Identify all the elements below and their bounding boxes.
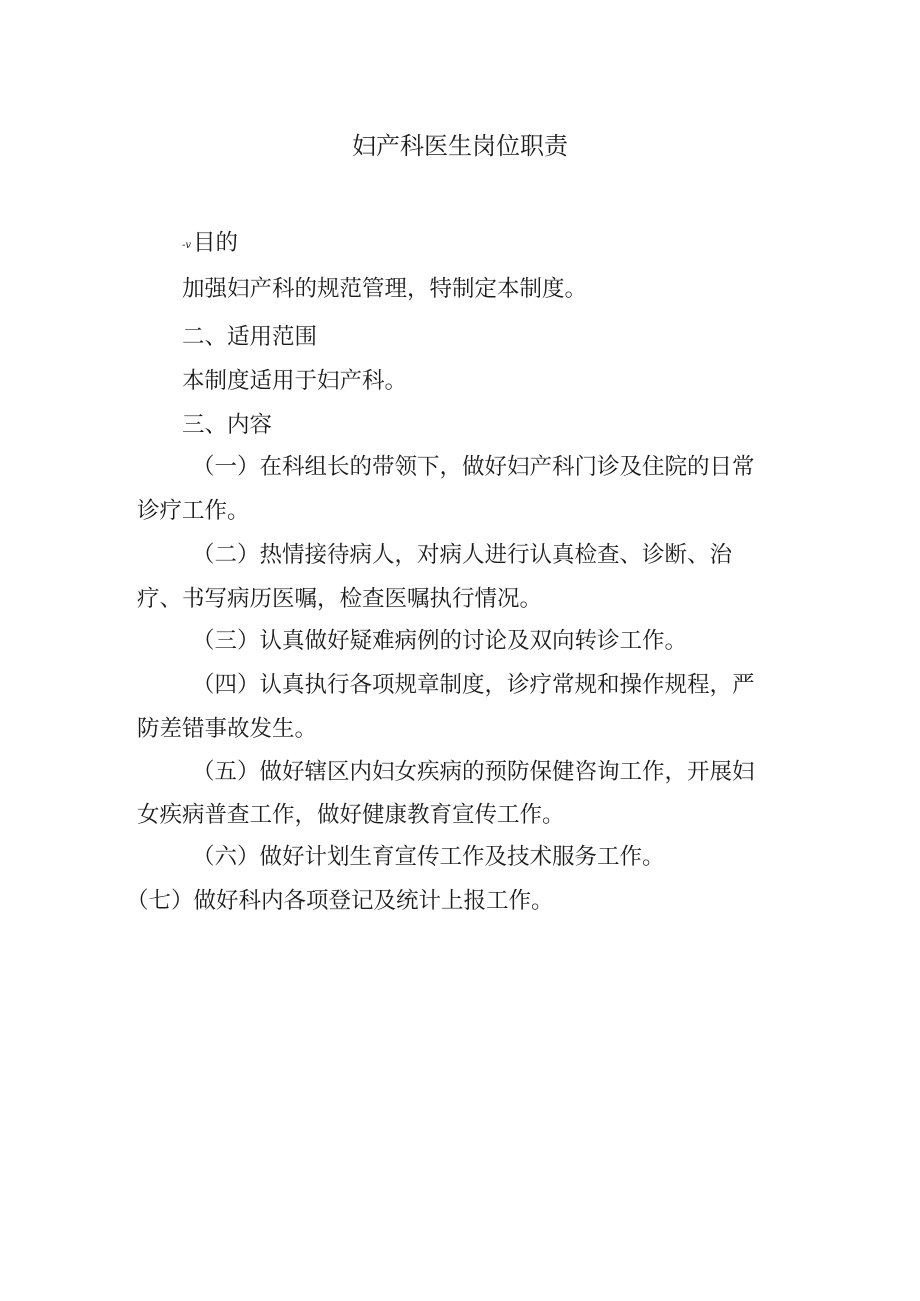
section-3-heading: 三、内容 (182, 412, 273, 438)
content-item-6-line-1: （六）做好计划生育宣传工作及技术服务工作。 (192, 844, 665, 870)
section-2-heading: 二、适用范围 (182, 324, 318, 350)
content-item-4-line-1: （四）认真执行各项规章制度，诊疗常规和操作规程，严 (192, 672, 755, 698)
content-item-5-line-1: （五）做好辖区内妇女疾病的预防保健咨询工作，开展妇 (192, 759, 755, 785)
content-item-1-line-2: 诊疗工作。 (137, 498, 250, 524)
content-item-5-line-2: 女疾病普查工作，做好健康教育宣传工作。 (137, 802, 565, 828)
section-1-marker: -v (182, 240, 192, 251)
content-item-2-line-2: 疗、书写病历医嘱，检查医嘱执行情况。 (137, 586, 543, 612)
document-title: 妇产科医生岗位职责 (352, 132, 568, 160)
content-item-7-line-1: （七）做好科内各项登记及统计上报工作。 (126, 888, 554, 914)
content-item-2-line-1: （二）热情接待病人，对病人进行认真检查、诊断、治 (192, 542, 733, 568)
section-1-heading (182, 226, 238, 263)
content-item-4-line-2: 防差错事故发生。 (137, 716, 318, 742)
section-2-body: 本制度适用于妇产科。 (182, 368, 408, 394)
section-1-body: 加强妇产科的规范管理，特制定本制度。 (182, 276, 588, 302)
content-item-1-line-1: （一）在科组长的带领下，做好妇产科门诊及住院的日常 (192, 454, 755, 480)
section-1-heading-text: 目的 (193, 230, 239, 256)
content-item-3-line-1: （三）认真做好疑难病例的讨论及双向转诊工作。 (192, 628, 688, 654)
